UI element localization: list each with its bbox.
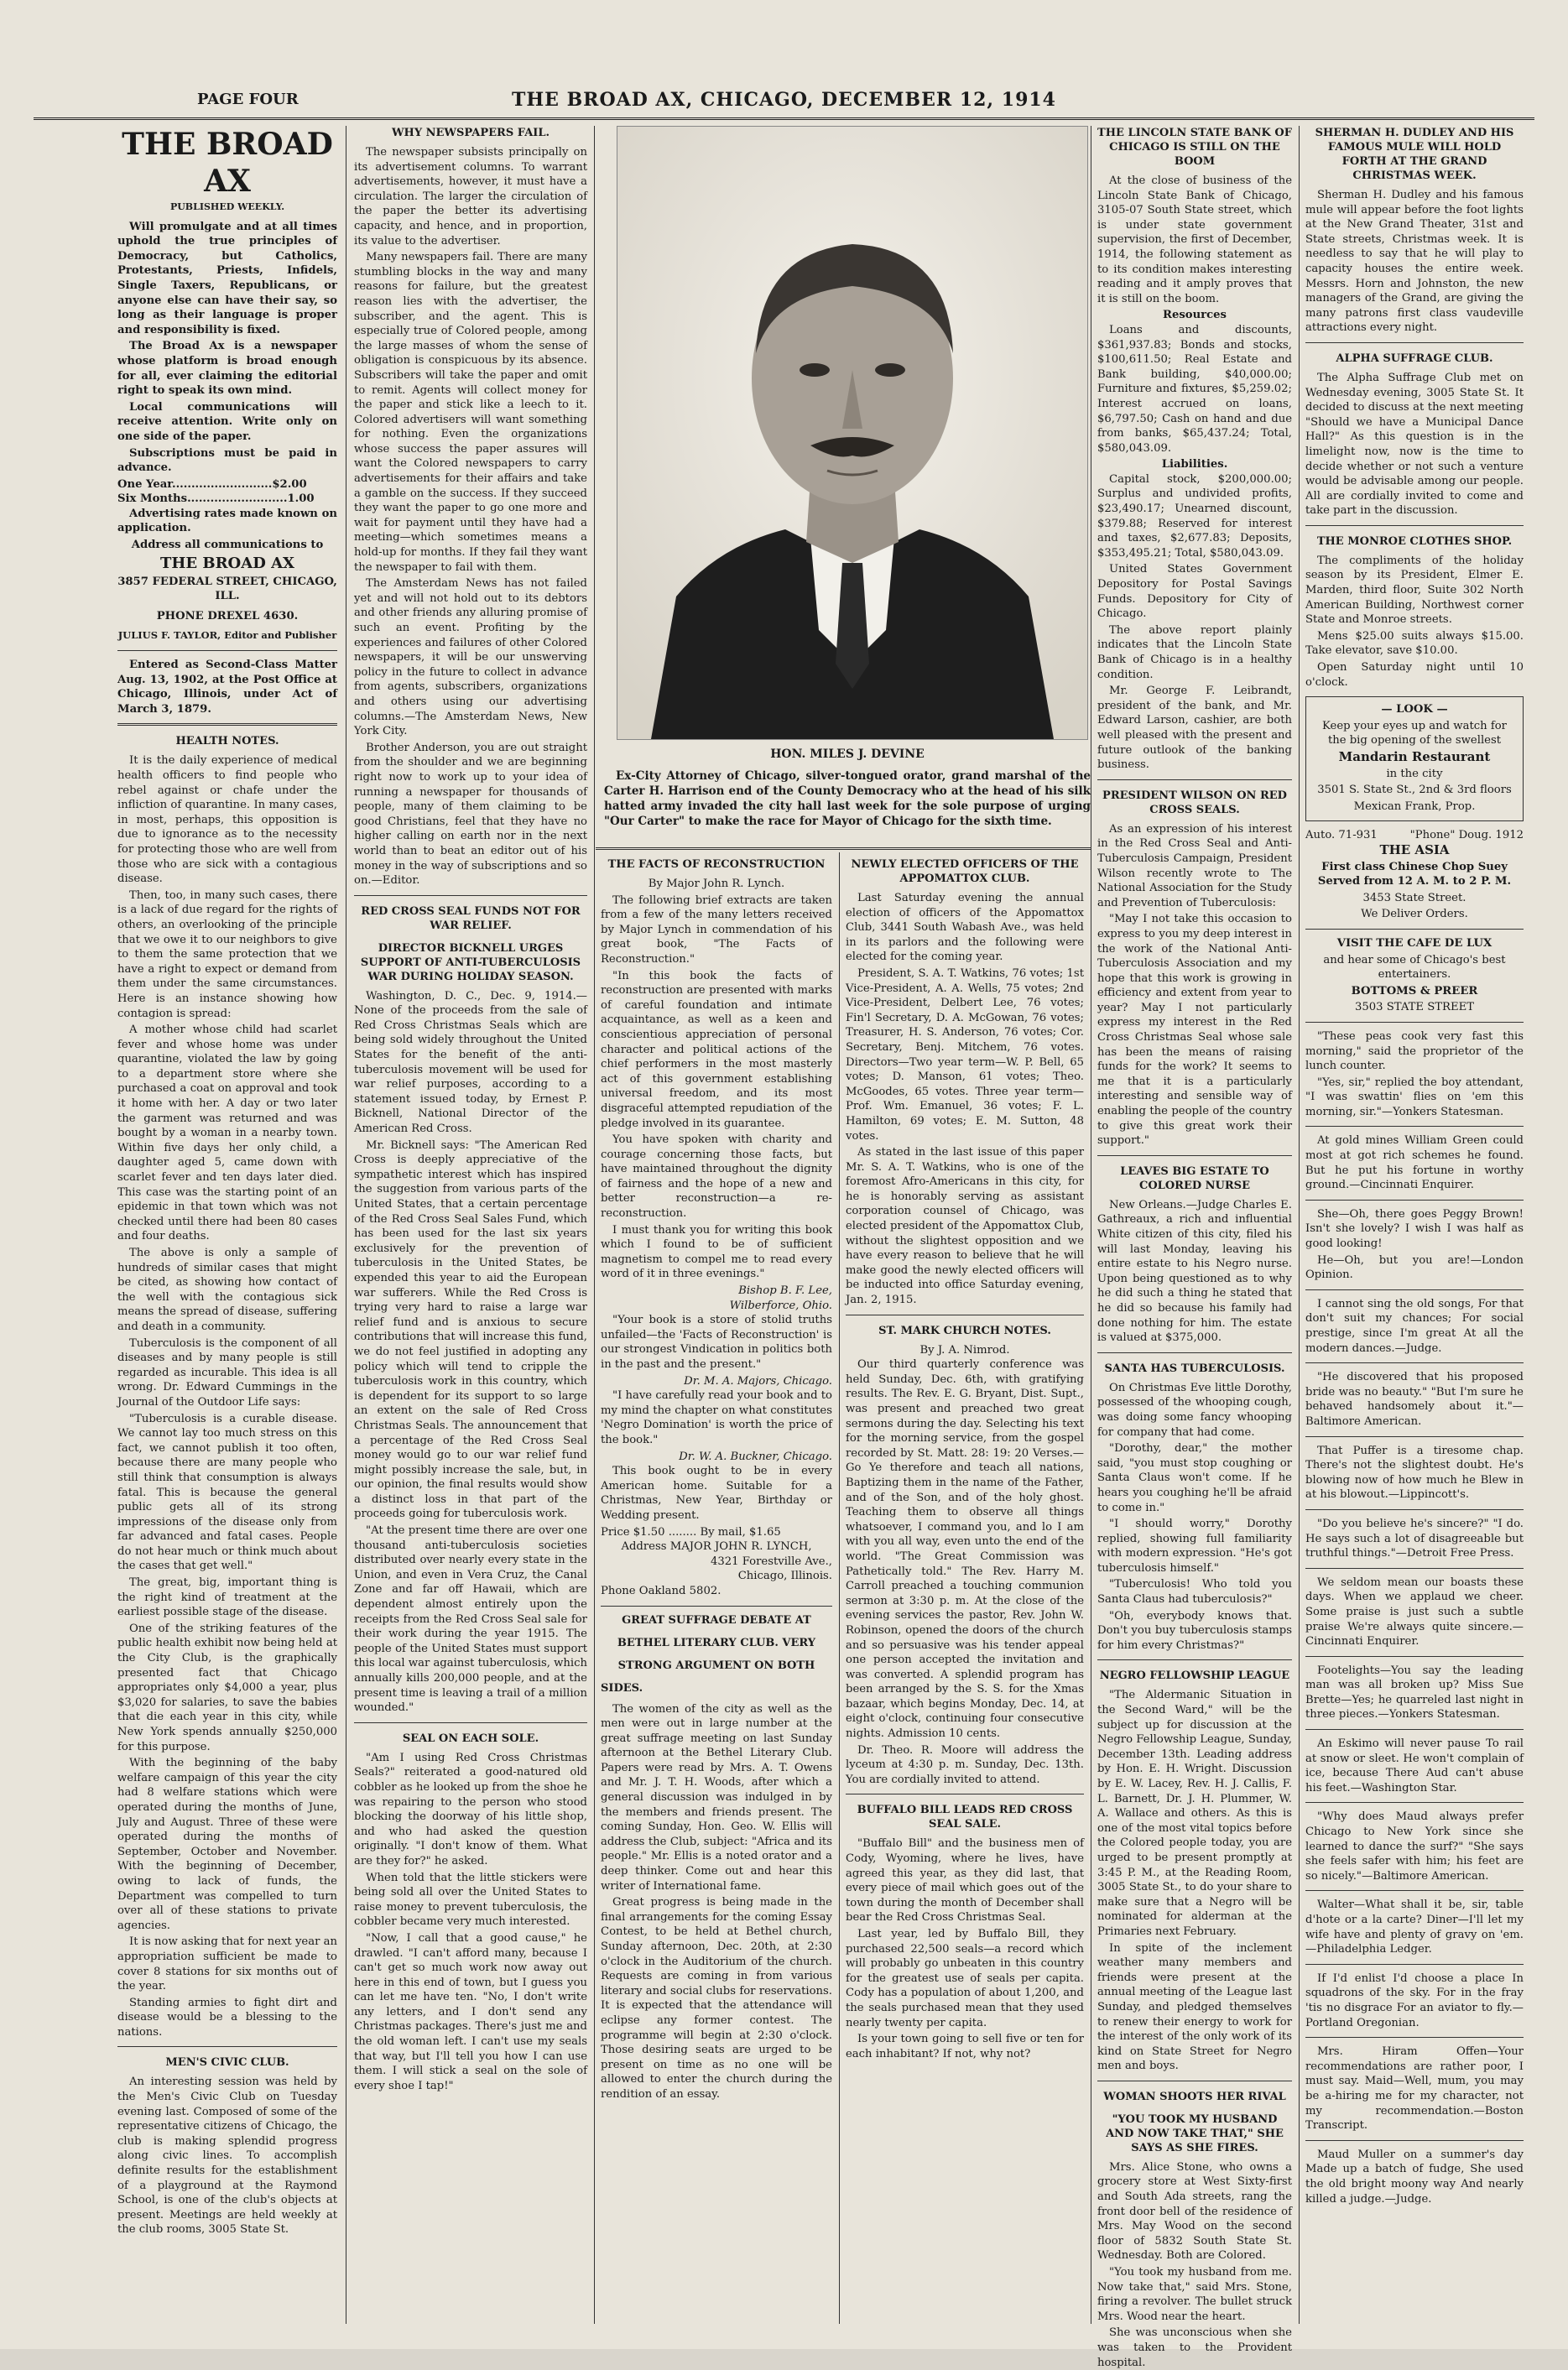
joke-item: "He discovered that his proposed bride was no beauty." "But I'm sure he behaved handsomely about it."—Baltimore American. bbox=[1305, 1371, 1524, 1428]
st-mark-byline: By J. A. Nimrod. bbox=[919, 1343, 1010, 1357]
buffalo-paragraph: Is your town going to sell five or ten for each inhabitant? If not, why not? bbox=[846, 2033, 1084, 2060]
monroe-paragraph: Mens $25.00 suits always $15.00. Take elevator, save $10.00. bbox=[1305, 629, 1524, 658]
health-paragraph: The great, big, important thing is the right kind of treatment at the earliest possible stage of the disease. bbox=[117, 1576, 337, 1619]
monroe-paragraph: Open Saturday night until 10 o'clock. bbox=[1305, 661, 1524, 689]
st-mark-title: ST. MARK CHURCH NOTES. bbox=[878, 1324, 1051, 1337]
book-address: Address MAJOR JOHN R. LYNCH, bbox=[621, 1540, 812, 1554]
dudley-paragraph: Sherman H. Dudley and his famous mule will appear before the foot lights at the New Grand Theater, 31st and State streets, Christmas week. It is needless to say that he will play to capacity houses the entire week. Messrs. Horn and Johnston, the new managers of the Grand, are giving the many patrons first class vaudeville attractions every night. bbox=[1305, 189, 1524, 335]
cafe-title: VISIT THE CAFE DE LUX bbox=[1336, 936, 1492, 950]
joke-item: I cannot sing the old songs, For that don't suit my chances; For social prestige, since I'm great At all the modern dances.—Judge. bbox=[1305, 1297, 1524, 1355]
book-address: 4321 Forestville Ave., bbox=[710, 1555, 832, 1568]
why-paragraph: The newspaper subsists principally on its advertisement columns. To warrant advertisements, however, it must have a circulation. The larger the circulation of the paper the better its advertising capacity, and hence, and in proportion, its value to the advertiser. bbox=[354, 146, 587, 247]
estate-title: LEAVES BIG ESTATE TO COLORED NURSE bbox=[1120, 1164, 1269, 1192]
suffrage-paragraph: The women of the city as well as the men were out in large number at the great suffrage meeting on last Sunday afternoon at the Bethel Literary Club. Papers were read by Mrs. A. T. Owens and Mr. J. T. H. Woods, after which a general discussion was indulged in by the members and friends present. The coming Sunday, Hon. Geo. W. Ellis will address the Club, subject: "Africa and its people." Mr. Ellis is a noted orator and a deep thinker. Come out and hear this writer of International fame. bbox=[601, 1702, 832, 1893]
joke-item: An Eskimo will never pause To rail at snow or sleet. He won't complain of ice, because There Aud can't abuse his feet.—Washington Star. bbox=[1305, 1737, 1524, 1794]
director-bicknell-title: DIRECTOR BICKNELL URGES SUPPORT OF ANTI-TUBERCULOSIS WAR DURING HOLIDAY SEASON. bbox=[360, 941, 581, 983]
seal-on-sole-title: SEAL ON EACH SOLE. bbox=[402, 1732, 539, 1745]
why-paragraph: The Amsterdam News has not failed yet and will not hold out to its debtors and other friends any alluring promise of such an event. Profiting by the experiences and failures of other Colored newspapers, it will be our unswerving policy in the future to collect in advance from agents, subscribers, organizations and others using our advertising columns.—The Amsterdam News, New York City. bbox=[354, 577, 587, 738]
column-1 bbox=[117, 126, 337, 2324]
santa-paragraph: "Oh, everybody knows that. Don't you buy tuberculosis stamps for him every Christmas?" bbox=[1097, 1609, 1292, 1652]
book-phone: Phone Oakland 5802. bbox=[601, 1584, 721, 1597]
facts-paragraph: You have spoken with charity and courage concerning those facts, but have maintained throughout the dignity of fairness and the hope of a new and better reconstruction—a re-reconstruction. bbox=[601, 1133, 832, 1221]
look-line: in the city bbox=[1386, 767, 1443, 780]
look-title: — LOOK — bbox=[1381, 703, 1448, 716]
column-6 bbox=[1305, 126, 1524, 2324]
liabilities-title: Liabilities. bbox=[1161, 458, 1228, 471]
portrait-caption bbox=[604, 747, 1091, 829]
phone-number: PHONE DREXEL 4630. bbox=[156, 609, 299, 622]
health-paragraph: A mother whose child had scarlet fever and whose home was under quarantine, violated the law by going to a department store where she purchased a coat on approval and took it home with her. A day or two later the garment was returned and was bought by a woman in a nearby town. Within five days her only child, a daughter aged 5, came down with scarlet fever and ten days later died. This case was the starting point of an epidemic in that town which was not checked until there had been 80 cases and four deaths. bbox=[117, 1024, 337, 1243]
why-paragraph: Many newspapers fail. There are many stumbling blocks in the way and many reasons for failure, but the greatest reason lies with the advertiser, the subscriber, and the agent. This is especially true of Colored people, among the large masses of whom the sense of obligation is conspicuous by its absence. Subscribers will take the paper and omit to remit. Agents will collect money for the paper and stick like a leech to it. Colored advertisers will want something for nothing. Even the organizations whose success the paper assures will want the Colored newspapers to carry advertisements for their affairs and take a gamble on the success. If they succeed they want the paper to go one more and wait for payment until they have had a meeting—which sometimes means a hold-up for months. If they fail they want the newspaper to fail with them. bbox=[354, 251, 587, 574]
bank-paragraph: United States Government Depository for Postal Savings Funds. Depository for City of Chicago. bbox=[1097, 563, 1292, 621]
suffrage-paragraph: Great progress is being made in the final arrangements for the coming Essay Contest, to be held at Bethel church, Sunday afternoon, Dec. 20th, at 2:30 o'clock in the Auditorium of the church. Requests are coming in from various literary and social clubs for reservations. It is expected that the attendance will eclipse any former contest. The programme will begin at 2:30 o'clock. Those desiring seats are urged to be present on time as no one will be allowed to enter the church during the rendition of an essay. bbox=[601, 1896, 832, 2101]
asia-line: We Deliver Orders. bbox=[1361, 908, 1468, 921]
look-line: Keep your eyes up and watch for the big opening of the swellest bbox=[1322, 719, 1507, 747]
six-months-rate: Six Months..........................1.00 bbox=[117, 492, 315, 506]
suffrage-title: STRONG ARGUMENT ON BOTH bbox=[617, 1659, 815, 1672]
address-name: THE BROAD AX bbox=[159, 554, 294, 572]
joke-item: She—Oh, there goes Peggy Brown! Isn't she lovely? I wish I was half as good looking! bbox=[1305, 1207, 1524, 1251]
book-price: Price $1.50 ........ By mail, $1.65 bbox=[601, 1525, 781, 1539]
santa-paragraph: "Tuberculosis! Who told you Santa Claus had tuberculosis?" bbox=[1097, 1578, 1292, 1607]
woman-shoots-subtitle: "YOU TOOK MY HUSBAND AND NOW TAKE THAT," SHE SAYS AS SHE FIRES. bbox=[1106, 2112, 1284, 2154]
asia-ad bbox=[1305, 843, 1524, 922]
facts-paragraph: The following brief extracts are taken from a few of the many letters received by Major Lynch in commendation of his great book, "The Facts of Reconstruction." bbox=[601, 893, 832, 966]
signature: Bishop B. F. Lee, bbox=[738, 1284, 832, 1298]
health-paragraph: "Tuberculosis is a curable disease. We cannot lay too much stress on this fact, we cannot publish it too often, because there are many people who still think that consumption is always fatal. This is because the general public gets all of its strong impressions of the disease only from far advanced and fatal cases. People do not hear much or think much about the cases that get well." bbox=[117, 1412, 337, 1573]
column-rule bbox=[594, 126, 595, 2324]
joke-item: That Puffer is a tiresome chap. There's not the slightest doubt. He's blowing now of how much he Blew in at his blowout.—Lippincott's. bbox=[1305, 1444, 1524, 1502]
health-paragraph: Standing armies to fight dirt and disease would be a blessing to the nations. bbox=[117, 1996, 337, 2039]
facts-byline: By Major John R. Lynch. bbox=[648, 878, 785, 890]
joke-item: Footelights—You say the leading man was all broken up? Miss Sue Brette—Yes; he quarreled last night in three pieces.—Yonkers Statesman. bbox=[1305, 1664, 1524, 1722]
suffrage-title: GREAT SUFFRAGE DEBATE AT bbox=[622, 1613, 811, 1627]
health-paragraph: With the beginning of the baby welfare campaign of this year the city had 8 welfare stations which were operated during the months of June, July and August. Three of these were operated during the months of September, October and November. With the beginning of December, owing to lack of funds, the Department was compelled to turn over all of these stations to private agencies. bbox=[117, 1757, 337, 1932]
doug-phone: "Phone" Doug. 1912 bbox=[1409, 829, 1524, 842]
health-paragraph: It is the daily experience of medical health officers to find people who rebel against or chafe under the infliction of quarantine. In many cases, in most, perhaps, this opposition is due to ignorance as to the necessity for protecting those who are well from those who are sick with a contagious disease. bbox=[117, 754, 337, 886]
policy-text: Will promulgate and at all times uphold the true principles of Democracy, but Catholics, Protestants, Priests, Infidels, Single Taxers, Republicans, or anyone else can have their say, so long as their language is proper and responsibility is fixed. bbox=[117, 220, 337, 336]
woman-paragraph: She was unconscious when she was taken to the Provident hospital. bbox=[1097, 2326, 1292, 2369]
estate-paragraph: New Orleans.—Judge Charles E. Gathreaux, a rich and influential White citizen of this city, filed his will last Monday, leaving his entire estate to his Negro nurse. Upon being questioned as to why he did such a thing he stated that he did so because his family had done nothing for him. The estate is valued at $375,000. bbox=[1097, 1198, 1292, 1345]
red-cross-paragraph: "At the present time there are over one thousand anti-tuberculosis societies distributed over nearly every state in the Union, and even in Vera Cruz, the Canal Zone and far off Hawaii, which are dependent almost entirely upon the receipts from the Red Cross Seal sale for their work during the year 1915. The people of the United States must support this local war against tuberculosis, which annually kills 200,000 people, and at the present time is leaving a trail of a million wounded." bbox=[354, 1524, 587, 1715]
red-cross-title: RED CROSS SEAL FUNDS NOT FOR WAR RELIEF. bbox=[361, 904, 581, 932]
portrait-illustration bbox=[617, 127, 1087, 739]
negro-paragraph: In spite of the inclement weather many members and friends were present at the annual meeting of the League last Sunday, and pledged themselves to renew their energy to work for the interest of the only work of its kind on State Street for Negro men and boys. bbox=[1097, 1941, 1292, 2073]
santa-paragraph: "Dorothy, dear," the mother said, "you must stop coughing or Santa Claus won't come. If he hears you coughing he'll be afraid to come in." bbox=[1097, 1442, 1292, 1514]
st-mark-paragraph: Dr. Theo. R. Moore will address the lyceum at 4:30 p. m. Sunday, Dec. 13th. You are cordially invited to attend. bbox=[846, 1743, 1084, 1786]
auto-phone: Auto. 71-931 bbox=[1305, 829, 1378, 842]
resources-text: Loans and discounts, $361,937.83; Bonds and stocks, $100,611.50; Real Estate and Bank building, $40,000.00; Furniture and fixtures, $5,259.02; Interest accrued on loans, $6,797.50; Cash on hand and due from banks, $65,437.24; Total, $580,043.09. bbox=[1097, 323, 1292, 455]
buffalo-bill-title: BUFFALO BILL LEADS RED CROSS SEAL SALE. bbox=[857, 1804, 1073, 1831]
facts-paragraph: "In this book the facts of reconstruction are presented with marks of careful foundation and intimate acquaintance, as well as a keen and conscientious appreciation of personal character and political actions of the chief performers in the most masterly act of this government establishing universal freedom, and its most disgraceful attempted repudiation of the pledge involved in its guarantee. bbox=[601, 969, 832, 1130]
alpha-suffrage-title: ALPHA SUFFRAGE CLUB. bbox=[1336, 352, 1493, 365]
column-2 bbox=[354, 126, 587, 2324]
suffrage-title: SIDES. bbox=[601, 1681, 643, 1695]
column-4 bbox=[846, 852, 1084, 2324]
why-newspapers-title: WHY NEWSPAPERS FAIL. bbox=[391, 127, 550, 139]
subscriptions-note: Subscriptions must be paid in advance. bbox=[117, 446, 337, 475]
platform-text: The Broad Ax is a newspaper whose platform is broad enough for all, ever claiming the editorial right to speak its own mind. bbox=[117, 340, 337, 398]
portrait-photo bbox=[617, 126, 1088, 740]
wilson-title: PRESIDENT WILSON ON RED CROSS SEALS. bbox=[1102, 789, 1287, 816]
monroe-title: THE MONROE CLOTHES SHOP. bbox=[1316, 534, 1513, 548]
bank-title: THE LINCOLN STATE BANK OF CHICAGO IS STILL ON THE BOOM bbox=[1097, 127, 1292, 168]
signature: Wilberforce, Ohio. bbox=[729, 1299, 832, 1312]
resources-title: Resources bbox=[1163, 309, 1227, 322]
paper-name: THE BROAD AX bbox=[122, 127, 333, 199]
page-header bbox=[34, 84, 1534, 120]
asia-line: First class Chinese Chop Suey Served from 12 A. M. to 2 P. M. bbox=[1317, 860, 1512, 888]
seal-paragraph: When told that the little stickers were being sold all over the United States to raise money to prevent tuberculosis, the cobbler became very much interested. bbox=[354, 1871, 587, 1929]
health-paragraph: One of the striking features of the public health exhibit now being held at the City Club, is the graphically presented fact that Chicago appropriates only $4,000 a year, plus $3,020 for salaries, to save the babies that die each year in this city, while New York spends annually $250,000 for this purpose. bbox=[117, 1622, 337, 1753]
bank-paragraph: The above report plainly indicates that the Lincoln State Bank of Chicago is in a healthy condition. bbox=[1097, 623, 1292, 681]
facts-title: THE FACTS OF RECONSTRUCTION bbox=[607, 858, 826, 871]
bank-intro: At the close of business of the Lincoln State Bank of Chicago, 3105-07 South State street, which is under state government supervision, the first of December, 1914, the following statement as to its condition makes interesting reading and it amply proves that it is still on the boom. bbox=[1097, 174, 1292, 305]
santa-paragraph: "I should worry," Dorothy replied, showing full familiarity with modern expression. "He's got tuberculosis himself." bbox=[1097, 1518, 1292, 1575]
column-5 bbox=[1097, 126, 1292, 2369]
joke-item: He—Oh, but you are!—London Opinion. bbox=[1305, 1253, 1524, 1282]
asia-line: 3453 State Street. bbox=[1362, 891, 1466, 904]
alpha-paragraph: The Alpha Suffrage Club met on Wednesday evening, 3005 State St. It decided to discuss at the next meeting "Should we have a Municipal Dance Hall?" As this question is in the limelight now, now is the time to decide whether or not such a venture would be advisable among our people. All are cordially invited to come and take part in the discussion. bbox=[1305, 371, 1524, 518]
joke-item: "Yes, sir," replied the boy attendant, "I was swattin' flies on 'em this morning, sir."—Yonkers Statesman. bbox=[1305, 1076, 1524, 1118]
negro-fellowship-title: NEGRO FELLOWSHIP LEAGUE bbox=[1099, 1669, 1290, 1683]
asia-title: THE ASIA bbox=[1379, 841, 1450, 857]
facts-quote: This book ought to be in every American home. Suitable for a Christmas, New Year, Birthday or Wedding present. bbox=[601, 1465, 832, 1522]
signature: Dr. M. A. Majors, Chicago. bbox=[684, 1374, 832, 1388]
mens-civic-text: An interesting session was held by the Men's Civic Club on Tuesday evening last. Composed of some of the representative citizens of Chicago, the club is making splendid progress along civic lines. To accomplish definite results for the establishment of a playground at the Raymond School, is one of the club's objects at present. Meetings are held weekly at the club rooms, 3005 State St. bbox=[117, 2076, 337, 2237]
look-line: Mandarin Restaurant bbox=[1338, 749, 1491, 764]
facts-quote: "Your book is a store of stolid truths unfailed—the 'Facts of Reconstruction' is our strongest Vindication in politics both in the past and the present." bbox=[601, 1314, 832, 1371]
cafe-ad bbox=[1305, 936, 1524, 1015]
entered-note: Entered as Second-Class Matter Aug. 13, 1902, at the Post Office at Chicago, Illinois, under Act of March 3, 1879. bbox=[117, 659, 337, 716]
santa-paragraph: On Christmas Eve little Dorothy, possessed of the whooping cough, was doing some fancy whooping for company that had come. bbox=[1097, 1381, 1292, 1439]
cafe-line: 3503 STATE STREET bbox=[1354, 1001, 1475, 1014]
signature: Dr. W. A. Buckner, Chicago. bbox=[679, 1450, 832, 1463]
mandarin-ad bbox=[1305, 696, 1524, 821]
why-paragraph: Brother Anderson, you are out straight from the shoulder and we are beginning right now to work up to your idea of running a newspaper for thousands of people, many of them claiming to be good Christians, feel that they have no higher calling on earth nor in the next world than to beat an editor out of his money in the way of subscriptions and so on.—Editor. bbox=[354, 741, 587, 888]
red-cross-paragraph: Mr. Bicknell says: "The American Red Cross is deeply appreciative of the sympathetic interest which has inspired the suggestion from various parts of the United States, that a certain percentage of the Red Cross Seal Sales Fund, which has been used for the last six years exclusively for the prevention of tuberculosis in the United States, be expended this year to aid the European war sufferers. While the Red Cross is trying very hard to raise a large war relief fund and is anxious to secure contributions that will increase this fund, we do not feel justified in adopting any policy which will tend to cripple the tuberculosis work in this country, which is dependent for its support to so large an extent on the sale of Red Cross Christmas Seals. The announcement that a percentage of the Red Cross Seal money would go to our war relief fund might possibly increase the sale, but, in our opinion, the final results would show a distinct loss in that part of the proceeds going for tuberculosis work. bbox=[354, 1138, 587, 1521]
cafe-line: BOTTOMS & PREER bbox=[1351, 984, 1478, 997]
liabilities-text: Capital stock, $200,000.00; Surplus and undivided profits, $23,490.17; Unearned discount, $379.88; Reserved for interest and taxes, $2,677.83; Deposits, $353,495.21; Total, $580,043.09. bbox=[1097, 472, 1292, 560]
look-line: 3501 S. State St., 2nd & 3rd floors bbox=[1317, 784, 1512, 797]
column-rule bbox=[1299, 126, 1300, 2324]
seal-paragraph: "Am I using Red Cross Christmas Seals?" reiterated a good-natured old cobbler as he looked up from the shoe he was repairing to the person who stood blocking the doorway of his little shop, and who had asked the question originally. "I don't know of them. What are they for?" he asked. bbox=[354, 1751, 587, 1867]
joke-item: If I'd enlist I'd choose a place In squadrons of the sky. For in the fray 'tis no disgrace For an aviator to fly.—Portland Oregonian. bbox=[1305, 1972, 1524, 2029]
wilson-paragraph: "May I not take this occasion to express to you my deep interest in the work of the National Anti-Tuberculosis Association and my hope that this work is growing in efficiency and extent from year to year? May I not particularly express my interest in the Red Cross Christmas Seal whose sale has been the means of raising funds for the work? It seems to me that it is a particularly interesting and sensible way of enabling the people of the country to give this great work their support." bbox=[1097, 913, 1292, 1148]
mens-civic-title: MEN'S CIVIC CLUB. bbox=[165, 2056, 289, 2070]
address-street: 3857 FEDERAL STREET, CHICAGO, ILL. bbox=[117, 575, 337, 603]
health-paragraph: It is now asking that for next year an appropriation sufficient be made to cover 8 stations for six months out of the year. bbox=[117, 1935, 337, 1993]
address-all: Address all communications to bbox=[131, 539, 324, 552]
joke-item: "These peas cook very fast this morning," said the proprietor of the lunch counter. bbox=[1305, 1029, 1524, 1073]
facts-paragraph: I must thank you for writing this book which I found to be of sufficient magnetism to compel me to read every word of it in three evenings." bbox=[601, 1223, 832, 1281]
advertising-note: Advertising rates made known on application. bbox=[117, 507, 337, 535]
joke-item: Walter—What shall it be, sir, table d'hote or a la carte? Diner—I'll let my wife have and plenty of gravy on 'em.—Philadelphia Ledger. bbox=[1305, 1899, 1524, 1956]
health-notes-title: HEALTH NOTES. bbox=[175, 735, 279, 748]
joke-item: "Do you believe he's sincere?" "I do. He says such a lot of disagreeable but truthful things."—Detroit Free Press. bbox=[1305, 1517, 1524, 1560]
joke-item: At gold mines William Green could most at got rich schemes he found. But he put his fortune in worthy ground.—Cincinnati Enquirer. bbox=[1305, 1134, 1524, 1192]
portrait-title: HON. MILES J. DEVINE bbox=[770, 747, 925, 761]
negro-paragraph: "The Aldermanic Situation in the Second Ward," will be the subject up for discussion at the Negro Fellowship League, Sunday, December 13th. Leading address by Hon. E. H. Wright. Discussion by E. W. Lacey, Rev. H. J. Callis, F. L. Barnett, Dr. J. H. Plummer, W. A. Wallace and others. As this is one of the most vital topics before the Colored people today, you are urged to be present promptly at 3:45 P. M., at the Reading Room, 3005 State St., to do your share to make sure that a Negro will be nominated for alderman at the Primaries next February. bbox=[1097, 1689, 1292, 1938]
wilson-paragraph: As an expression of his interest in the Red Cross Seal and Anti-Tuberculosis Campaign, President Wilson recently wrote to The National Association for the Study and Prevention of Tuberculosis: bbox=[1097, 822, 1292, 909]
joke-item: We seldom mean our boasts these days. When we applaud we cheer. Some praise is just such a subtle praise We're always quite sincere.—Cincinnati Enquirer. bbox=[1305, 1576, 1524, 1649]
column-3 bbox=[601, 852, 832, 2324]
health-paragraph: The above is only a sample of hundreds of similar cases that might be cited, as showing how contact of the well with the contagious sick means the spread of disease, suffering and death in a community. bbox=[117, 1247, 337, 1333]
woman-paragraph: Mrs. Alice Stone, who owns a grocery store at West Sixty-first and South Ada streets, rang the front door bell of the residence of Mrs. May Wood on the second floor of 5832 South State St. Wednesday. Both are Colored. bbox=[1097, 2160, 1292, 2263]
santa-title: SANTA HAS TUBERCULOSIS. bbox=[1104, 1362, 1285, 1375]
red-cross-paragraph: Washington, D. C., Dec. 9, 1914.—None of the proceeds from the sale of Red Cross Christmas Seals which are being sold widely throughout the United States for the benefit of the anti-tuberculosis movement will be used for war relief purposes, according to a statement issued today, by Ernest P. Bicknell, National Director of the American Red Cross. bbox=[354, 989, 587, 1136]
health-paragraph: Tuberculosis is the component of all diseases and by many people is still regarded as incurable. This idea is all wrong. Dr. Edward Cummings in the Journal of the Outdoor Life says: bbox=[117, 1336, 337, 1409]
monroe-paragraph: The compliments of the holiday season by its President, Elmer E. Marden, third floor, Suite 302 North American Building, Northwest corner State and Monroe streets. bbox=[1305, 554, 1524, 627]
page-number: PAGE FOUR bbox=[197, 91, 299, 108]
editor-line: JULIUS F. TAYLOR, Editor and Publisher bbox=[117, 629, 337, 642]
cafe-line: and hear some of Chicago's best entertainers. bbox=[1323, 953, 1506, 982]
appomattox-paragraph: As stated in the last issue of this paper Mr. S. A. T. Watkins, who is one of the foremost Afro-Americans in this city, for he is honorably serving as assistant corporation counsel of Chicago, was elected president of the Appomattox Club, without the slightest opposition and we have every reason to believe that he will make good the newly elected officers will be inducted into office Saturday evening, Jan. 2, 1915. bbox=[846, 1146, 1084, 1307]
published-weekly: PUBLISHED WEEKLY. bbox=[169, 201, 285, 212]
appomattox-paragraph: Last Saturday evening the annual election of officers of the Appomattox Club, 3441 South Wabash Ave., was held in its parlors and the following were elected for the coming year. bbox=[846, 892, 1084, 964]
facts-quote: "I have carefully read your book and to my mind the chapter on what constitutes 'Negro Domination' is worth the price of the book." bbox=[601, 1389, 832, 1446]
joke-item: Maud Muller on a summer's day Made up a batch of fudge, She used the old bright moony way And nearly killed a judge.—Judge. bbox=[1305, 2148, 1524, 2206]
portrait-caption-text: Ex-City Attorney of Chicago, silver-tongued orator, grand marshal of the Carter H. Harrison end of the County Democracy who at the head of his silk hatted army invaded the city hall last week for the sole purpose of urging "Our Carter" to make the race for Mayor of Chicago for the sixth time. bbox=[604, 769, 1091, 828]
woman-paragraph: "You took my husband from me. Now take that," said Mrs. Stone, firing a revolver. The bullet struck Mrs. Wood near the heart. bbox=[1097, 2266, 1292, 2323]
joke-item: "Why does Maud always prefer Chicago to New York since she learned to dance the surf?" "She says she feels safer with him; his feet are so nicely."—Baltimore American. bbox=[1305, 1810, 1524, 1883]
buffalo-paragraph: "Buffalo Bill" and the business men of Cody, Wyoming, where he lives, have agreed this year, as they did last, that every piece of mail which goes out of the town during the month of December shall bear the Red Cross Christmas Seal. bbox=[846, 1837, 1084, 1925]
seal-paragraph: "Now, I call that a good cause," he drawled. "I can't afford many, because I can't get so much work now away out here in this end of town, but I guess you can let me have ten. "No, I don't write any letters, and I don't send any Christmas packages. There's just me and the old woman left. I can't use my seals that way, but I'll tell you how I can use them. I will stick a seal on the sole of every shoe I tap!" bbox=[354, 1931, 587, 2092]
appomattox-title: NEWLY ELECTED OFFICERS OF THE APPOMATTOX CLUB. bbox=[851, 858, 1079, 885]
buffalo-paragraph: Last year, led by Buffalo Bill, they purchased 22,500 seals—a record which will probably go unbeaten in this country for the greatest use of seals per capita. Cody has a population of about 1,200, and the seals purchased mean that they used nearly twenty per capita. bbox=[846, 1928, 1084, 2029]
look-line: Mexican Frank, Prop. bbox=[1353, 800, 1476, 813]
one-year-rate: One Year..........................$2.00 bbox=[117, 477, 307, 491]
woman-shoots-title: WOMAN SHOOTS HER RIVAL bbox=[1103, 2090, 1286, 2103]
book-address: Chicago, Illinois. bbox=[737, 1570, 832, 1583]
local-communications: Local communications will receive attention. Write only on one side of the paper. bbox=[117, 400, 337, 443]
asia-phones bbox=[1305, 828, 1524, 843]
column-rule bbox=[839, 852, 840, 2324]
bank-paragraph: Mr. George F. Leibrandt, president of the bank, and Mr. Edward Larson, cashier, are both well pleased with the present and future outlook of the banking business. bbox=[1097, 685, 1292, 772]
suffrage-title: BETHEL LITERARY CLUB. VERY bbox=[617, 1636, 816, 1649]
st-mark-paragraph: Our third quarterly conference was held Sunday, Dec. 6th, with gratifying results. The Rev. E. G. Bryant, Dist. Supt., was present and preached two great sermons during the day. Selecting his text for the morning service, from the gospel recorded by St. Matt. 28: 19: 20 Verses.—Go Ye therefore and teach all nations, Baptizing them in the name of the Father, and of the Son, and of the holy ghost. Teaching them to observe all things whatsoever, I command you, and lo I am with you all way, even unto the end of the world. "The Great Commission was Pathetically told." The Rev. Harry M. Carroll preached a touching communion sermon at 3:30 p. m. At the close of the evening services the pastor, Rev. John W. Robinson, opened the doors of the church and so persuasive was his tender appeal one person accepted the invitation and was converted. A splendid program has been arranged by the S. S. for the Xmas bazaar, which begins Monday, Dec. 14, at eight o'clock, continuing four consecutive nights. Admission 10 cents. bbox=[846, 1358, 1084, 1741]
appomattox-paragraph: President, S. A. T. Watkins, 76 votes; 1st Vice-President, A. A. Wells, 75 votes; 2nd Vice-President, Delbert Lee, 76 votes; Fin'l Secretary, D. A. McGowan, 76 votes; Treasurer, H. S. Anderson, 76 votes; Cor. Secretary, Benj. Mitchem, 76 votes. Directors—Two year term—W. P. Bell, 65 votes; D. Manson, 61 votes; Theo. McGoodes, 65 votes. Three year term—Prof. Wm. Emanuel, 36 votes; F. L. Hamilton, 69 votes; E. M. Sutton, 48 votes. bbox=[846, 966, 1084, 1143]
header-title: THE BROAD AX, CHICAGO, DECEMBER 12, 1914 bbox=[512, 89, 1056, 111]
health-paragraph: Then, too, in many such cases, there is a lack of due regard for the rights of others, an overlooking of the principle that we owe it to our neighbors to give to them the same protection that we have a right to expect or demand from them under the same circumstances. Here is an instance showing how contagion is spread: bbox=[117, 888, 337, 1020]
dudley-title: SHERMAN H. DUDLEY AND HIS FAMOUS MULE WILL HOLD FORTH AT THE GRAND CHRISTMAS WEEK. bbox=[1315, 127, 1514, 182]
section-divider bbox=[596, 847, 1091, 850]
joke-item: Mrs. Hiram Offen—Your recommendations are rather poor, I must say. Maid—Well, mum, you may be a-hiring me for my character, not my recommendation.—Boston Transcript. bbox=[1305, 2045, 1524, 2133]
